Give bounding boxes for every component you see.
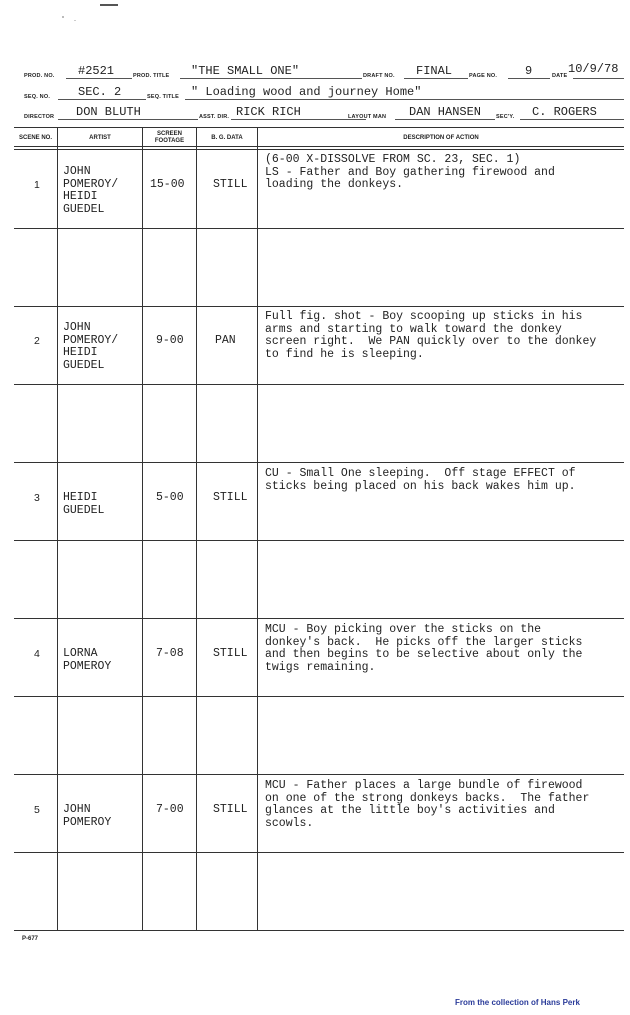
scene-table (14, 127, 624, 931)
scene-number: 4 (34, 648, 40, 660)
table-rule (14, 149, 624, 150)
underline (520, 119, 624, 120)
seq-no-value: SEC. 2 (78, 85, 122, 99)
date-label: DATE (552, 72, 568, 79)
secy-label: SEC'Y. (496, 113, 515, 120)
scene-number: 1 (34, 179, 40, 191)
underline (404, 78, 468, 79)
underline (231, 119, 366, 120)
prod-no-value: #2521 (78, 64, 115, 78)
prod-title-label: PROD. TITLE (133, 72, 170, 79)
seq-no-label: SEQ. NO. (24, 93, 51, 100)
underline (508, 78, 550, 79)
prod-no-label: PROD. NO. (24, 72, 55, 79)
page-no-value: 9 (525, 64, 533, 78)
scene-description: MCU - Father places a large bundle of firewood on one of the strong donkeys backs. The father glances at the little boy's activities and scowls. (265, 779, 590, 830)
header-row-crew (20, 100, 624, 120)
scene-bg-data: STILL (213, 647, 248, 660)
underline (66, 78, 132, 79)
col-header-footage: SCREEN FOOTAGE (154, 131, 185, 144)
scene-number: 5 (34, 804, 40, 816)
column-rule (57, 127, 58, 931)
asst-dir-value: RICK RICH (236, 105, 301, 119)
table-rule (14, 540, 624, 541)
seq-title-label: SEQ. TITLE (147, 93, 179, 100)
underline (58, 119, 198, 120)
scene-artist: JOHN POMEROY/ HEIDI GUEDEL (63, 321, 119, 372)
table-rule (14, 696, 624, 697)
layout-man-value: DAN HANSEN (409, 105, 482, 119)
table-rule (14, 618, 624, 619)
scene-description: MCU - Boy picking over the sticks on the donkey's back. He picks off the larger sticks and then begins to be selective about only the twigs remaining. (265, 623, 583, 674)
asst-dir-label: ASST. DIR. (199, 113, 230, 120)
draft-no-value: FINAL (416, 64, 453, 78)
scene-footage: 7-08 (156, 647, 184, 660)
scene-description: (6-00 X-DISSOLVE FROM SC. 23, SEC. 1) LS - Father and Boy gathering firewood and loading the donkeys. (265, 153, 555, 191)
scene-bg-data: STILL (213, 803, 248, 816)
scene-number: 3 (34, 492, 40, 504)
col-header-desc: DESCRIPTION OF ACTION (403, 134, 479, 141)
scene-bg-data: PAN (215, 334, 236, 347)
column-rule (257, 127, 258, 931)
scene-footage: 7-00 (156, 803, 184, 816)
pen-mark (100, 4, 118, 6)
scene-footage: 5-00 (156, 491, 184, 504)
underline (395, 119, 495, 120)
paper-speck (62, 16, 64, 18)
table-rule (14, 306, 624, 307)
page-no-label: PAGE NO. (469, 72, 498, 79)
table-rule (14, 852, 624, 853)
scene-artist: HEIDI GUEDEL (63, 491, 105, 517)
director-value: DON BLUTH (76, 105, 141, 119)
table-rule (14, 384, 624, 385)
table-rule (14, 774, 624, 775)
scene-footage: 15-00 (150, 178, 185, 191)
underline (573, 78, 624, 79)
scene-artist: JOHN POMEROY (63, 803, 112, 829)
scene-number: 2 (34, 335, 40, 347)
scene-footage: 9-00 (156, 334, 184, 347)
director-label: DIRECTOR (24, 113, 55, 120)
table-rule (14, 228, 624, 229)
col-header-scene: SCENE NO. (18, 134, 52, 141)
collection-credit: From the collection of Hans Perk (455, 998, 580, 1007)
col-header-bg: B. G. DATA (211, 134, 243, 141)
date-value: 10/9/78 (568, 62, 619, 76)
scene-artist: LORNA POMEROY (63, 647, 112, 673)
table-rule (14, 462, 624, 463)
form-code: P-677 (22, 936, 39, 942)
layout-man-label: LAYOUT MAN (348, 113, 387, 120)
draft-no-label: DRAFT NO. (363, 72, 395, 79)
scene-bg-data: STILL (213, 178, 248, 191)
scene-description: Full fig. shot - Boy scooping up sticks in his arms and starting to walk toward the donkey screen right. We PAN quickly over to the donkey to find he is sleeping. (265, 310, 597, 361)
column-rule (142, 127, 143, 931)
scene-description: CU - Small One sleeping. Off stage EFFECT of sticks being placed on his back wakes him up. (265, 467, 576, 493)
paper-speck (74, 20, 76, 21)
underline (180, 78, 362, 79)
scene-artist: JOHN POMEROY/ HEIDI GUEDEL (63, 165, 119, 216)
col-header-artist: ARTIST (89, 134, 111, 141)
seq-title-value: " Loading wood and journey Home" (191, 85, 422, 99)
table-rule (14, 930, 624, 931)
prod-title-value: "THE SMALL ONE" (191, 64, 300, 78)
scene-bg-data: STILL (213, 491, 248, 504)
secy-value: C. ROGERS (532, 105, 597, 119)
header-row-production (20, 59, 624, 79)
column-rule (196, 127, 197, 931)
header-row-sequence (20, 80, 624, 100)
